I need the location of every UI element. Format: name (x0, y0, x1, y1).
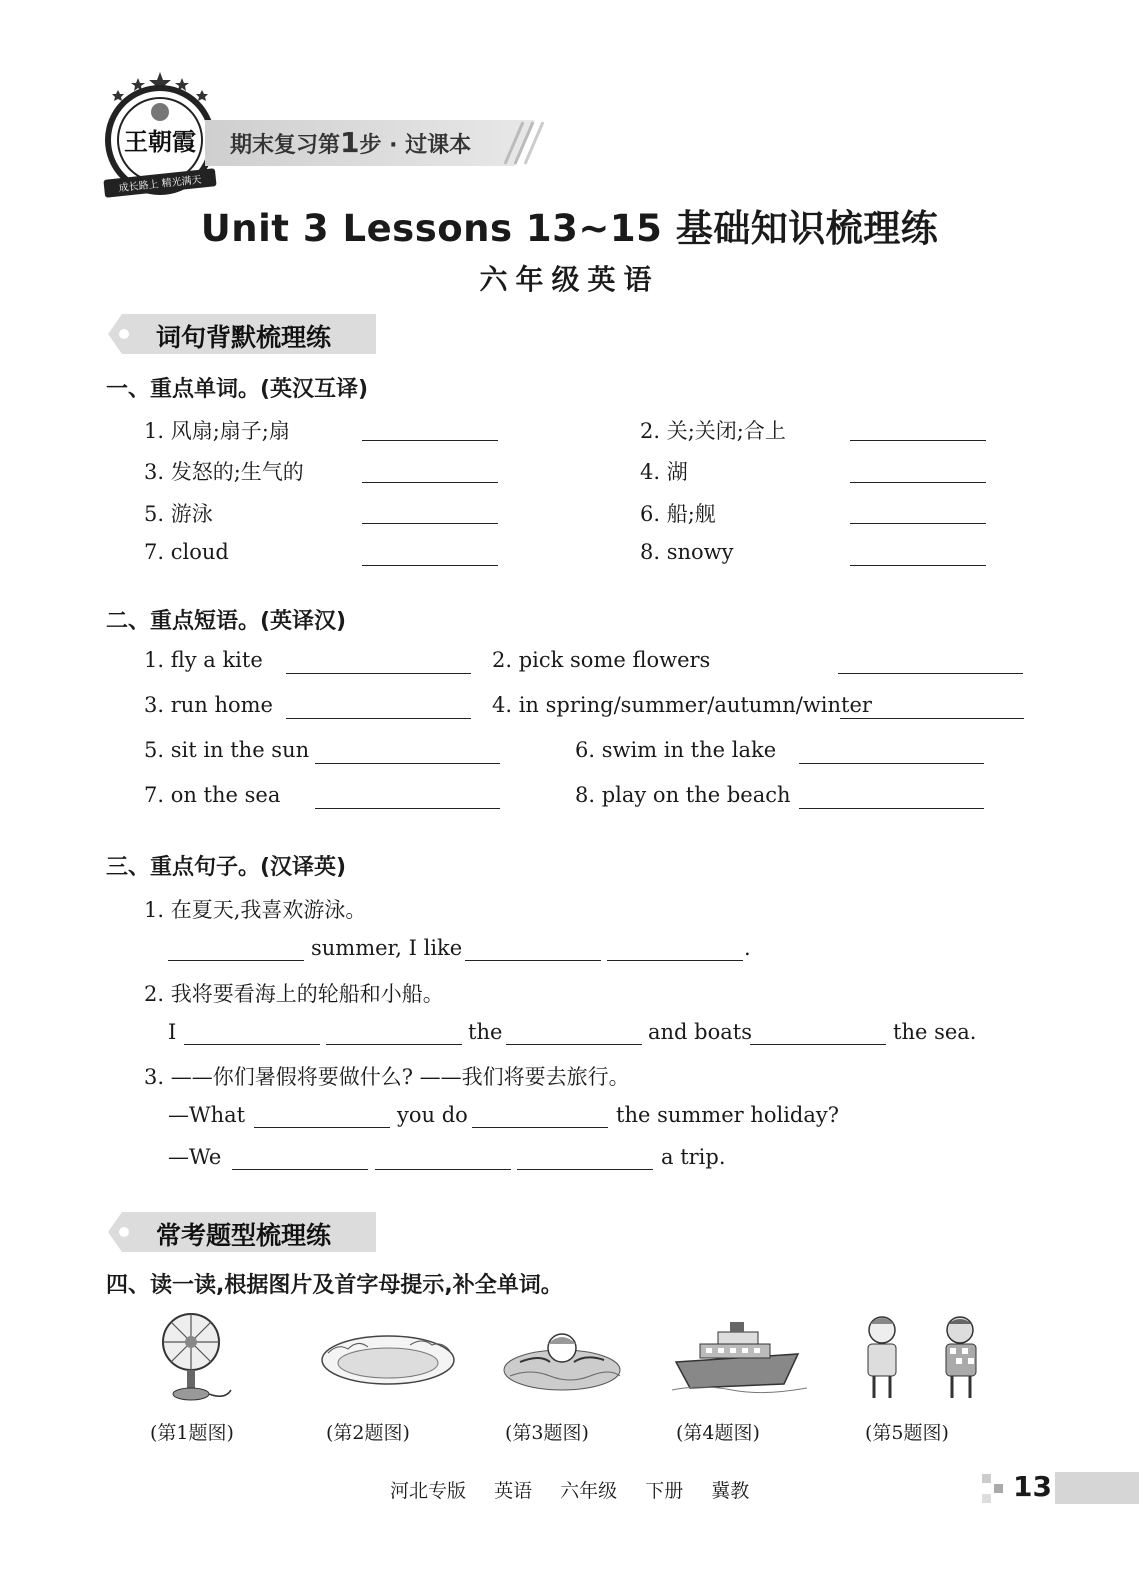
word-item-6: 6. 船;舰 (640, 502, 716, 526)
page-subtitle: 六年级英语 (479, 263, 660, 296)
phrase-item-7: 7. on the sea (144, 783, 281, 807)
section-tag-2-label: 常考题型梳理练 (156, 1221, 332, 1250)
children-picture (852, 1312, 992, 1402)
word-item-7: 7. cloud (144, 540, 229, 564)
sentence-3-we: —We (168, 1145, 222, 1169)
answer-blank[interactable] (850, 440, 986, 441)
section-tag-1-label: 词句背默梳理练 (156, 323, 332, 352)
part4-heading: 四、读一读,根据图片及首字母提示,补全单词。 (106, 1273, 563, 1298)
footer-volume: 下册 (645, 1480, 684, 1502)
picture-caption-2: (第2题图) (326, 1422, 410, 1444)
answer-blank[interactable] (286, 673, 471, 674)
phrase-item-4: 4. in spring/summer/autumn/winter (492, 693, 872, 717)
sentence-3-youdo: you do (397, 1103, 468, 1127)
answer-blank[interactable] (506, 1044, 642, 1045)
sentence-1-end: . (744, 936, 751, 960)
answer-blank[interactable] (850, 523, 986, 524)
phrase-item-2: 2. pick some flowers (492, 648, 711, 672)
part3-heading: 三、重点句子。(汉译英) (106, 855, 347, 880)
answer-blank[interactable] (375, 1169, 511, 1170)
answer-blank[interactable] (232, 1169, 368, 1170)
answer-blank[interactable] (472, 1127, 608, 1128)
ribbon-text: 期末复习第1步 · 过课本 (230, 126, 472, 159)
footer-edition: 河北专版 (390, 1480, 467, 1502)
answer-blank[interactable] (362, 482, 498, 483)
footer-publisher: 冀教 (711, 1480, 750, 1502)
word-item-1: 1. 风扇;扇子;扇 (144, 419, 290, 443)
sentence-2-i: I (168, 1020, 177, 1044)
word-item-8: 8. snowy (640, 540, 734, 564)
lake-picture (318, 1325, 458, 1390)
sentence-2-cn: 2. 我将要看海上的轮船和小船。 (144, 982, 444, 1006)
ship-picture (672, 1318, 807, 1396)
answer-blank[interactable] (750, 1044, 886, 1045)
wangzhaoxia-logo (100, 70, 220, 200)
phrase-item-3: 3. run home (144, 693, 273, 717)
answer-blank[interactable] (465, 960, 601, 961)
answer-blank[interactable] (799, 763, 984, 764)
page-number: 13 (1013, 1470, 1052, 1503)
part1-heading: 一、重点单词。(英汉互译) (106, 377, 369, 402)
picture-caption-4: (第4题图) (676, 1422, 760, 1444)
phrase-item-6: 6. swim in the lake (575, 738, 777, 762)
sentence-3-what: —What (168, 1103, 246, 1127)
answer-blank[interactable] (168, 960, 304, 961)
footer-grade: 六年级 (560, 1480, 618, 1502)
phrase-item-1: 1. fly a kite (144, 648, 263, 672)
fan-picture (155, 1310, 240, 1405)
sentence-2-end: the sea. (893, 1020, 977, 1044)
answer-blank[interactable] (362, 440, 498, 441)
sentence-3-trip: a trip. (661, 1145, 726, 1169)
swimming-picture (500, 1318, 625, 1396)
footer-info (390, 1476, 771, 1503)
sentence-3-cn: 3. ——你们暑假将要做什么? ——我们将要去旅行。 (144, 1065, 630, 1089)
word-item-3: 3. 发怒的;生气的 (144, 460, 304, 484)
word-item-4: 4. 湖 (640, 460, 688, 484)
answer-blank[interactable] (184, 1044, 320, 1045)
answer-blank[interactable] (362, 565, 498, 566)
logo-tagline: 成长路上 精光满天 (118, 174, 203, 195)
picture-caption-1: (第1题图) (150, 1422, 234, 1444)
answer-blank[interactable] (315, 808, 500, 809)
answer-blank[interactable] (840, 718, 1024, 719)
answer-blank[interactable] (838, 673, 1023, 674)
picture-caption-5: (第5题图) (865, 1422, 949, 1444)
answer-blank[interactable] (254, 1127, 390, 1128)
answer-blank[interactable] (850, 565, 986, 566)
sentence-2-and: and boats (648, 1020, 752, 1044)
answer-blank[interactable] (850, 482, 986, 483)
sentence-1-text: summer, I like (311, 936, 463, 960)
answer-blank[interactable] (607, 960, 743, 961)
picture-caption-3: (第3题图) (505, 1422, 589, 1444)
word-item-5: 5. 游泳 (144, 502, 213, 526)
phrase-item-8: 8. play on the beach (575, 783, 791, 807)
answer-blank[interactable] (315, 763, 500, 764)
word-item-2: 2. 关;关闭;合上 (640, 419, 786, 443)
answer-blank[interactable] (362, 523, 498, 524)
answer-blank[interactable] (799, 808, 984, 809)
sentence-1-cn: 1. 在夏天,我喜欢游泳。 (144, 898, 367, 922)
sentence-3-holiday: the summer holiday? (616, 1103, 840, 1127)
answer-blank[interactable] (286, 718, 471, 719)
part2-heading: 二、重点短语。(英译汉) (106, 609, 347, 634)
page-corner-squares (982, 1474, 1006, 1504)
page-title: Unit 3 Lessons 13~15 基础知识梳理练 (200, 207, 939, 250)
answer-blank[interactable] (326, 1044, 462, 1045)
footer-subject: 英语 (494, 1480, 533, 1502)
page-number-bar (1055, 1472, 1139, 1504)
phrase-item-5: 5. sit in the sun (144, 738, 310, 762)
sentence-2-the: the (468, 1020, 503, 1044)
answer-blank[interactable] (517, 1169, 653, 1170)
logo-name: 王朝霞 (124, 127, 196, 156)
